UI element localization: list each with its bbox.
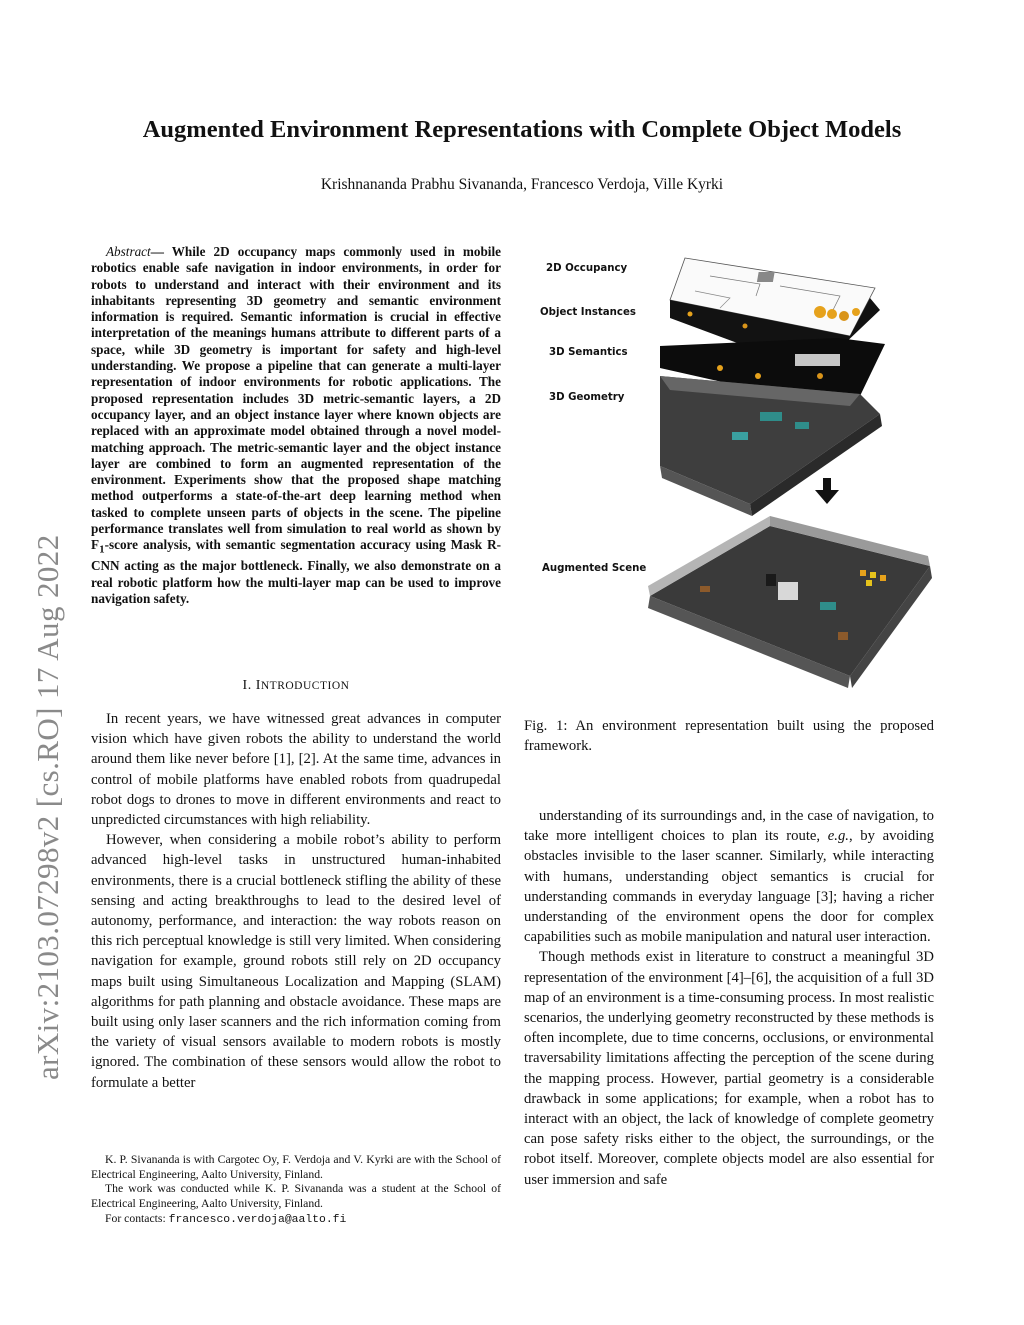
right-paragraph-2: Though methods exist in literature to construct a meaningful 3D representation of the environment [4]–[6], the acquisition of a full 3D map of an environment is a time-consuming process. In most realistic scenarios, the underlying geometry reconstructed by these methods is often incomplete, due to time concerns, occlusions, or environmental traversability limitations affecting the perception of the scene during the mapping process. However, partial geometry is a considerable drawback in some applications; for example, when a robot has to interact with an object, the lack of knowledge of complete geometry can pose safety risks either to the object, the surroundings, or the robot itself. Moreover, complete objects model are also essential for user immersion and safe [524, 949, 934, 1188]
paper-title: Augmented Environment Representations with Complete Object Models [142, 116, 902, 143]
introduction-text [91, 709, 501, 1093]
intro-paragraph-1: In recent years, we have witnessed great advances in computer vision which have given robots the ability to understand the world around them like never before [1], [2]. At the same time, advances in control of mobile platforms have enabled robots from quadrupedal robot dogs to drones to move in different environments and react to unpredicted circumstances with high reliability. [91, 711, 501, 829]
abstract-text: — While 2D occupancy maps commonly used in mobile robotics enable safe navigation in indoor environments, in order for robots to understand and interact with their environment and its inhabitants representing 3D geometry and semantic environment information is required. Semantic information is crucial in effective interpretation of the meanings humans attribute to different parts of a space, while 3D geometry is important for safety and high-level understanding. We propose a pipeline that can generate a multi-layer representation of indoor environments for robotic applications. The proposed representation includes 3D metric-semantic layers, a 2D occupancy layer, and an object instance layer where known objects are replaced with an approximate model obtained through a novel model-matching approach. The metric-semantic layer and the object instance layer are combined to form an augmented representation of the environment. Experiments show that the proposed shape matching method outperforms a state-of-the-art deep learning method when tasked to complete unseen parts of objects in the scene. The pipeline performance translates well from simulation to real world as shown by F [91, 244, 501, 553]
footnote-contact [91, 1212, 501, 1228]
right-p1-start: understanding of its surroundings and, in the case of navigation, to take more intelligent choices to plan its route, [524, 808, 934, 845]
figure-1 [520, 236, 940, 706]
section-heading-introduction [91, 678, 501, 694]
right-p1-eg: e.g. [827, 828, 849, 845]
label-3d-geometry: 3D Geometry [549, 392, 625, 403]
contact-email: francesco.verdoja@aalto.fi [168, 1213, 347, 1226]
footnote-affiliation: K. P. Sivananda is with Cargotec Oy, F. Verdoja and V. Kyrki are with the School of Electrical Engineering, Aalto University, Finland. [91, 1153, 501, 1181]
footnotes [91, 1153, 501, 1228]
section-numeral: I. I [242, 678, 261, 693]
author-list: Krishnananda Prabhu Sivananda, Francesco Verdoja, Ville Kyrki [320, 176, 724, 193]
down-arrow-icon [815, 478, 839, 504]
label-object-instances: Object Instances [540, 307, 636, 318]
geometry-layer [660, 376, 882, 516]
intro-paragraph-2: However, when considering a mobile robot’s ability to perform advanced high-level tasks in unstructured human-inhabited environments, there is a crucial bottleneck stifling the ability of these sensing and acting breakthroughs to lead to the desired level of autonomy, performance, and interaction: the way robots reason on this rich perceptual knowledge is still very limited. When considering navigation for example, ground robots still rely on 2D occupancy maps built using Simultaneous Localization and Mapping (SLAM) algorithms for path planning and obstacle avoidance. These maps are built using only laser scanners and the rich information coming from the variety of visual sensors available to modern robots is mostly ignored. The combination of these sensors would allow the robot to formulate a better [91, 832, 501, 1091]
label-3d-semantics: 3D Semantics [549, 347, 628, 358]
label-augmented-scene: Augmented Scene [542, 563, 647, 574]
contact-label: For contacts: [105, 1211, 169, 1225]
right-p1-end: , by avoiding obstacles invisible to the laser scanner. Similarly, while interacting with humans, understanding object semantics is crucial for understanding commands in everyday language [3]; having a richer understanding of the environment opens the door for complex capabilities such as mobile manipulation and natural user interaction. [524, 828, 934, 946]
footnote-work-note: The work was conducted while K. P. Sivananda was a student at the School of Electrical Engineering, Aalto University, Finland. [91, 1182, 501, 1211]
section-name: NTRODUCTION [260, 680, 350, 692]
f1-subscript: 1 [99, 543, 105, 556]
arxiv-identifier: arXiv:2103.07298v2 [cs.RO] 17 Aug 2022 [30, 534, 65, 1080]
abstract-text-end: -score analysis, with semantic segmentation accuracy using Mask R-CNN acting as the major bottleneck. Finally, we also demonstrate on a real robotic platform how the multi-layer map can be used to improve navigation safety. [91, 537, 501, 606]
right-paragraph-1 [524, 806, 934, 947]
augmented-scene [648, 516, 932, 688]
right-column-text [524, 806, 934, 1190]
abstract-label: Abstract [106, 244, 151, 259]
figure-caption: Fig. 1: An environment representation built using the proposed framework. [524, 718, 934, 755]
abstract [91, 244, 501, 607]
label-2d-occupancy: 2D Occupancy [546, 263, 628, 274]
